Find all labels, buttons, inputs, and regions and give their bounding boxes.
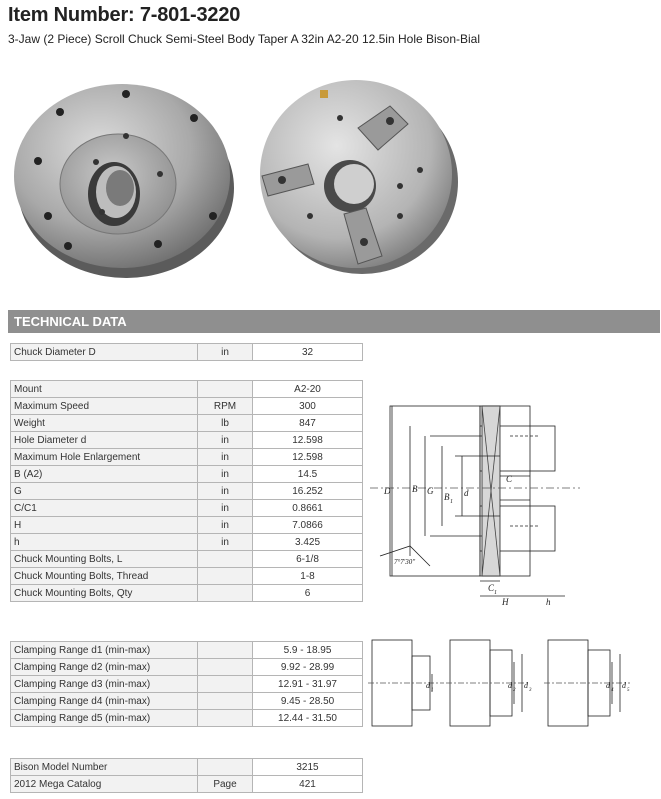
spec-unit bbox=[198, 759, 253, 776]
clamp-sub-4: 4 bbox=[611, 688, 614, 693]
spec-value: 9.45 - 28.50 bbox=[253, 693, 363, 710]
clamp-label-d3: d bbox=[524, 681, 528, 690]
chuck-cross-section-drawing bbox=[370, 396, 590, 608]
spec-unit: RPM bbox=[198, 398, 253, 415]
spec-label: Clamping Range d5 (min-max) bbox=[11, 710, 198, 727]
spec-unit bbox=[198, 710, 253, 727]
spec-unit: in bbox=[198, 534, 253, 551]
spec-value: 5.9 - 18.95 bbox=[253, 642, 363, 659]
spec-unit: lb bbox=[198, 415, 253, 432]
spec-label: C/C1 bbox=[11, 500, 198, 517]
spec-label: Chuck Diameter D bbox=[11, 344, 198, 361]
table-row bbox=[11, 710, 363, 727]
spec-label: Weight bbox=[11, 415, 198, 432]
spec-unit: in bbox=[198, 344, 253, 361]
model-info-table bbox=[10, 758, 363, 793]
spec-label: h bbox=[11, 534, 198, 551]
spec-value: 12.598 bbox=[253, 449, 363, 466]
table-row bbox=[11, 483, 363, 500]
item-number-title: Item Number: 7-801-3220 bbox=[8, 4, 241, 26]
spec-unit: in bbox=[198, 517, 253, 534]
dim-C1: C bbox=[488, 583, 495, 593]
spec-label: Chuck Mounting Bolts, L bbox=[11, 551, 198, 568]
table-row bbox=[11, 517, 363, 534]
spec-unit bbox=[198, 642, 253, 659]
table-row bbox=[11, 659, 363, 676]
spec-value: 1-8 bbox=[253, 568, 363, 585]
spec-value: 6 bbox=[253, 585, 363, 602]
spec-label: Clamping Range d4 (min-max) bbox=[11, 693, 198, 710]
spec-unit bbox=[198, 381, 253, 398]
dim-B: B bbox=[412, 484, 418, 494]
dim-C: C bbox=[506, 474, 513, 484]
spec-value: 7.0866 bbox=[253, 517, 363, 534]
dim-G: G bbox=[427, 486, 434, 496]
spec-value: 12.44 - 31.50 bbox=[253, 710, 363, 727]
clamp-label-d2: d bbox=[508, 681, 512, 690]
table-row bbox=[11, 568, 363, 585]
spec-value: 3.425 bbox=[253, 534, 363, 551]
spec-label: 2012 Mega Catalog bbox=[11, 776, 198, 793]
table-row bbox=[11, 585, 363, 602]
spec-unit: in bbox=[198, 432, 253, 449]
spec-unit bbox=[198, 693, 253, 710]
table-row bbox=[11, 676, 363, 693]
dim-B1-sub: 1 bbox=[450, 499, 453, 505]
spec-unit: in bbox=[198, 483, 253, 500]
spec-unit bbox=[198, 659, 253, 676]
spec-label: Chuck Mounting Bolts, Thread bbox=[11, 568, 198, 585]
table-row bbox=[11, 381, 363, 398]
chuck-front-photo bbox=[250, 66, 460, 278]
spec-label: H bbox=[11, 517, 198, 534]
technical-data-header: TECHNICAL DATA bbox=[8, 310, 660, 333]
table-row bbox=[11, 500, 363, 517]
table-row bbox=[11, 344, 363, 361]
spec-value: 847 bbox=[253, 415, 363, 432]
spec-label: Chuck Mounting Bolts, Qty bbox=[11, 585, 198, 602]
spec-unit bbox=[198, 551, 253, 568]
spec-unit bbox=[198, 676, 253, 693]
dim-C1-sub: 1 bbox=[494, 590, 497, 596]
dim-angle: 7°7'30" bbox=[394, 558, 416, 566]
spec-value: 32 bbox=[253, 344, 363, 361]
spec-value: A2-20 bbox=[253, 381, 363, 398]
table-row bbox=[11, 693, 363, 710]
spec-label: Maximum Speed bbox=[11, 398, 198, 415]
spec-label: Maximum Hole Enlargement bbox=[11, 449, 198, 466]
table-row bbox=[11, 432, 363, 449]
table-row bbox=[11, 415, 363, 432]
dim-B1: B bbox=[444, 492, 450, 502]
dim-h: h bbox=[546, 597, 551, 607]
clamping-range-table bbox=[10, 641, 363, 727]
spec-label: B (A2) bbox=[11, 466, 198, 483]
table-row bbox=[11, 534, 363, 551]
clamping-range-drawing bbox=[368, 636, 636, 738]
clamp-label-d1: d bbox=[426, 681, 430, 690]
spec-value: 300 bbox=[253, 398, 363, 415]
item-description: 3-Jaw (2 Piece) Scroll Chuck Semi-Steel Body Taper A 32in A2-20 12.5in Hole Bison-Bial bbox=[8, 32, 481, 46]
table-row bbox=[11, 398, 363, 415]
spec-unit: in bbox=[198, 466, 253, 483]
spec-value: 12.91 - 31.97 bbox=[253, 676, 363, 693]
spec-value: 16.252 bbox=[253, 483, 363, 500]
spec-value: 421 bbox=[253, 776, 363, 793]
spec-unit: in bbox=[198, 500, 253, 517]
spec-value: 3215 bbox=[253, 759, 363, 776]
spec-unit: Page bbox=[198, 776, 253, 793]
clamp-label-d4: d bbox=[606, 681, 610, 690]
clamp-label-d5: d bbox=[622, 681, 626, 690]
spec-unit: in bbox=[198, 449, 253, 466]
spec-label: Clamping Range d3 (min-max) bbox=[11, 676, 198, 693]
diameter-table bbox=[10, 343, 363, 361]
spec-label: Mount bbox=[11, 381, 198, 398]
clamp-sub-2: 2 bbox=[513, 688, 516, 693]
spec-label: G bbox=[11, 483, 198, 500]
spec-label: Clamping Range d2 (min-max) bbox=[11, 659, 198, 676]
main-spec-table bbox=[10, 380, 363, 602]
spec-value: 12.598 bbox=[253, 432, 363, 449]
table-row bbox=[11, 466, 363, 483]
table-row bbox=[11, 642, 363, 659]
clamp-sub-1: 1 bbox=[431, 688, 434, 693]
table-row bbox=[11, 551, 363, 568]
clamp-sub-5: 5 bbox=[627, 688, 630, 693]
table-row bbox=[11, 449, 363, 466]
table-row bbox=[11, 776, 363, 793]
spec-label: Clamping Range d1 (min-max) bbox=[11, 642, 198, 659]
spec-label: Hole Diameter d bbox=[11, 432, 198, 449]
dim-d: d bbox=[464, 488, 469, 498]
clamp-sub-3: 3 bbox=[529, 688, 532, 693]
table-row bbox=[11, 759, 363, 776]
spec-value: 9.92 - 28.99 bbox=[253, 659, 363, 676]
spec-unit bbox=[198, 585, 253, 602]
spec-unit bbox=[198, 568, 253, 585]
spec-value: 14.5 bbox=[253, 466, 363, 483]
chuck-back-photo bbox=[8, 66, 240, 284]
spec-label: Bison Model Number bbox=[11, 759, 198, 776]
dim-D: D bbox=[384, 486, 391, 496]
dim-H: H bbox=[502, 597, 509, 607]
spec-value: 6-1/8 bbox=[253, 551, 363, 568]
spec-value: 0.8661 bbox=[253, 500, 363, 517]
